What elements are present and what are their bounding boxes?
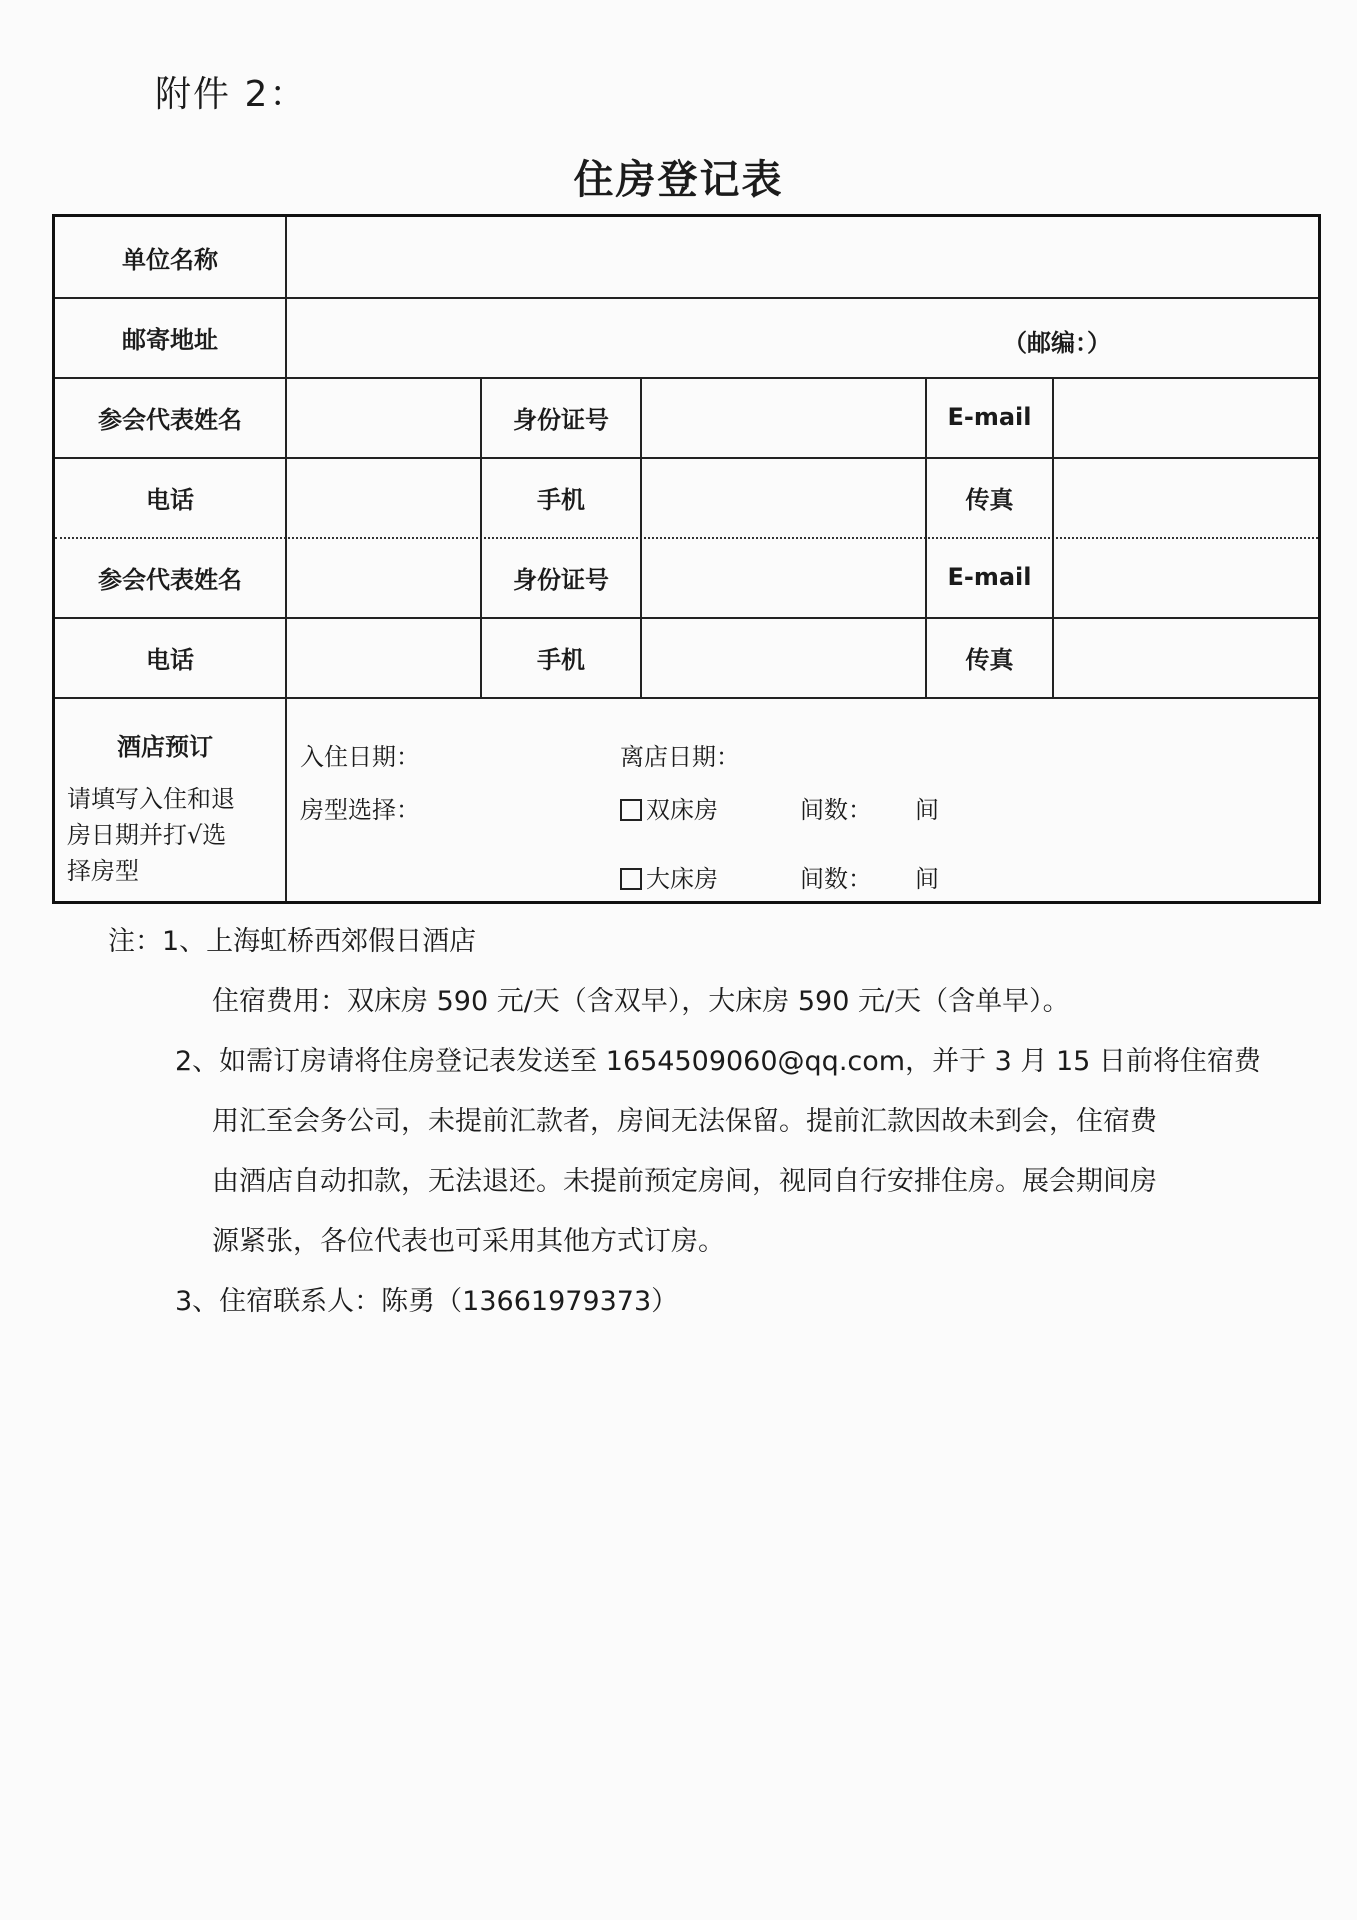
rep-name-field[interactable] <box>287 377 480 457</box>
attachment-label: 附件 2： <box>155 74 308 115</box>
twin-room-label: 双床房 <box>646 796 718 824</box>
note-line: 注：1、上海虹桥西郊假日酒店 <box>108 926 477 957</box>
id-number-label: 身份证号 <box>513 405 609 434</box>
checkout-date-label: 离店日期： <box>620 743 740 771</box>
mobile-field[interactable] <box>642 457 925 537</box>
unit-name-label: 单位名称 <box>122 245 218 274</box>
fax-label: 传真 <box>965 485 1014 514</box>
fax-label: 传真 <box>965 645 1014 674</box>
room-count-label: 间数： <box>800 865 872 893</box>
twin-room-option[interactable] <box>620 790 718 825</box>
note-line: 3、住宿联系人：陈勇（13661979373） <box>175 1286 679 1317</box>
rep-name-field[interactable] <box>287 537 480 617</box>
mobile-field[interactable] <box>642 617 925 697</box>
phone-label: 电话 <box>146 645 194 674</box>
row-divider <box>55 697 1318 699</box>
unit-name-field[interactable] <box>287 217 1318 297</box>
room-unit-label: 间 <box>915 796 939 824</box>
king-room-label: 大床房 <box>646 865 718 893</box>
phone-field[interactable] <box>287 457 480 537</box>
fax-field[interactable] <box>1054 617 1318 697</box>
note-line: 用汇至会务公司，未提前汇款者，房间无法保留。提前汇款因故未到会，住宿费 <box>212 1106 1157 1137</box>
room-unit-label: 间 <box>915 865 939 893</box>
postcode-label: （邮编：） <box>1003 329 1111 357</box>
checkin-date-label: 入住日期： <box>300 743 420 771</box>
id-number-field[interactable] <box>642 537 925 617</box>
page-title: 住房登记表 <box>573 157 784 203</box>
phone-field[interactable] <box>287 617 480 697</box>
id-number-label: 身份证号 <box>513 565 609 594</box>
note-line: 源紧张，各位代表也可采用其他方式订房。 <box>212 1226 725 1257</box>
mobile-label: 手机 <box>537 485 585 514</box>
hotel-booking-label: 酒店预订 <box>117 733 213 761</box>
rep-name-label: 参会代表姓名 <box>98 565 242 594</box>
note-line: 由酒店自动扣款，无法退还。未提前预定房间，视同自行安排住房。展会期间房 <box>212 1166 1157 1197</box>
hotel-instruction-line: 房日期并打√选 <box>67 821 227 849</box>
registration-form <box>52 214 1321 904</box>
fax-field[interactable] <box>1054 457 1318 537</box>
rep-name-label: 参会代表姓名 <box>98 405 242 434</box>
address-field[interactable] <box>287 297 1318 377</box>
address-label: 邮寄地址 <box>122 325 218 354</box>
room-count-label: 间数： <box>800 796 872 824</box>
king-room-checkbox[interactable] <box>620 868 642 890</box>
note-line: 2、如需订房请将住房登记表发送至 1654509060@qq.com，并于 3 月 15 日前将住宿费 <box>175 1046 1261 1077</box>
hotel-instruction-line: 请填写入住和退 <box>67 785 235 813</box>
email-field[interactable] <box>1054 377 1318 457</box>
twin-room-checkbox[interactable] <box>620 799 642 821</box>
phone-label: 电话 <box>146 485 194 514</box>
email-field[interactable] <box>1054 537 1318 617</box>
id-number-field[interactable] <box>642 377 925 457</box>
mobile-label: 手机 <box>537 645 585 674</box>
room-type-label: 房型选择： <box>300 796 420 824</box>
email-label: E-mail <box>947 563 1032 591</box>
hotel-instruction-line: 择房型 <box>67 857 139 885</box>
email-label: E-mail <box>947 403 1032 431</box>
king-room-option[interactable] <box>620 859 718 894</box>
note-line: 住宿费用：双床房 590 元/天（含双早），大床房 590 元/天（含单早）。 <box>212 986 1070 1017</box>
